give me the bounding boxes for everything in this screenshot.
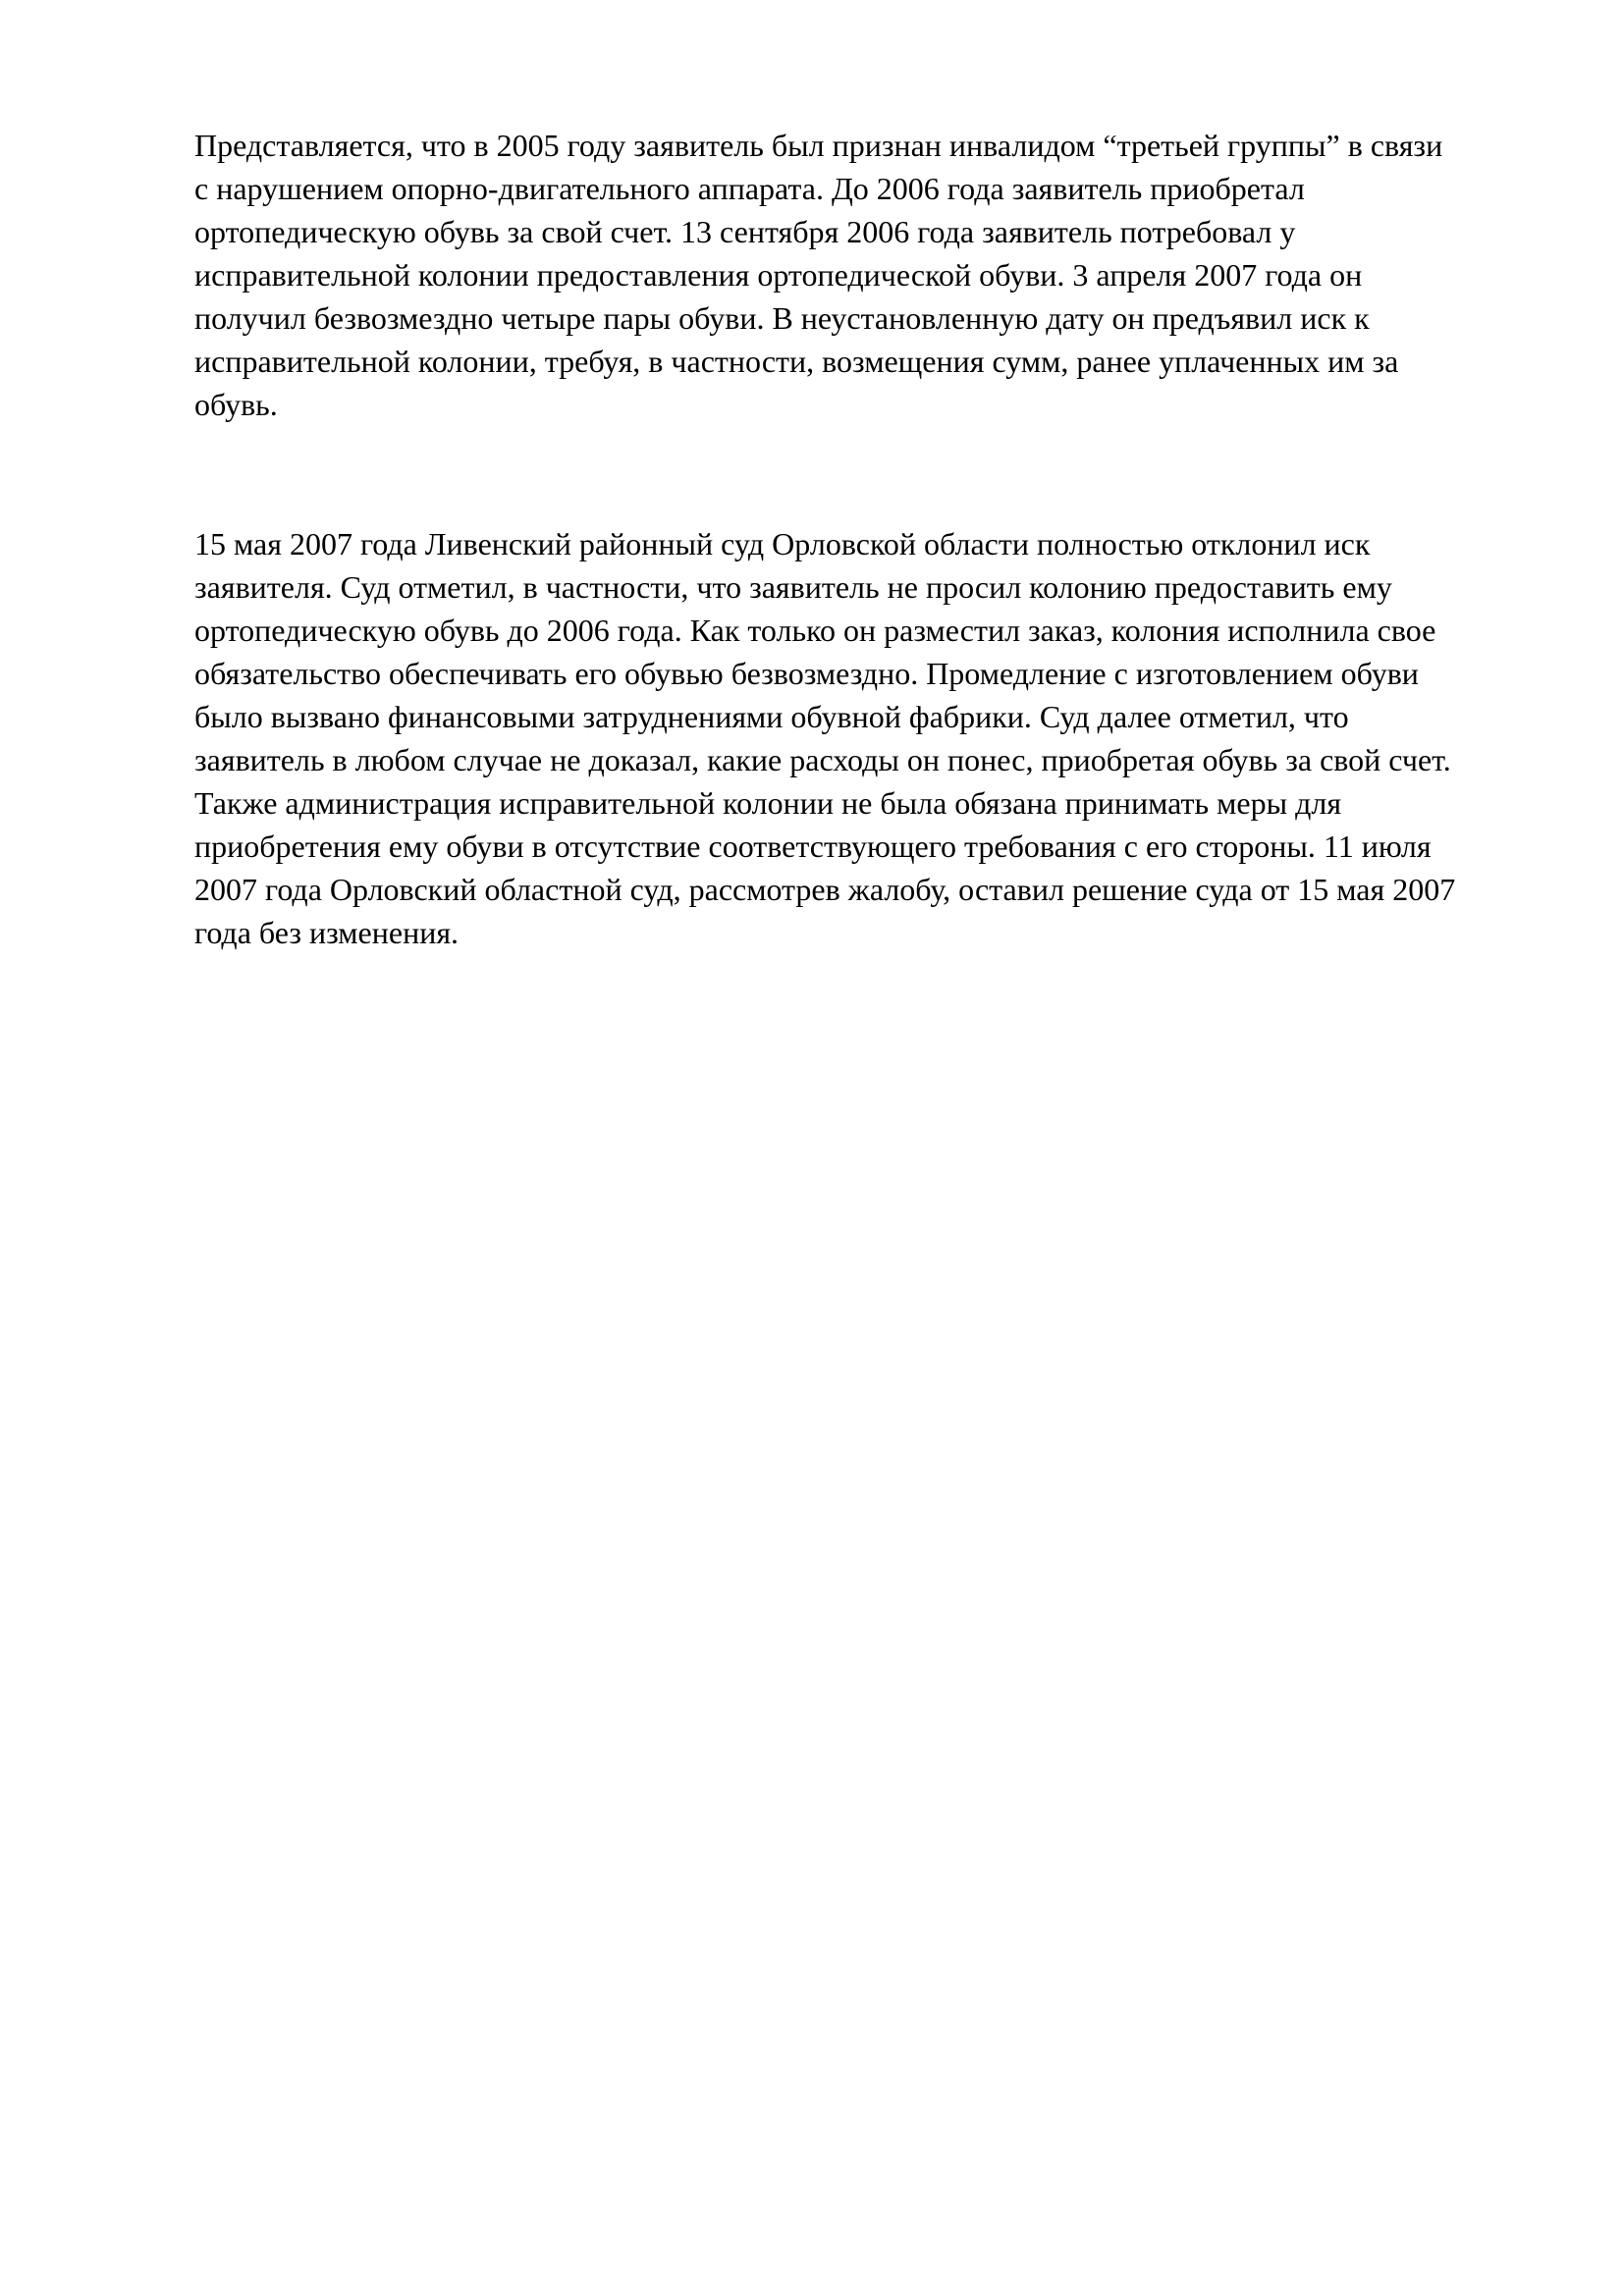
- paragraph-1: [194, 124, 1540, 426]
- paragraph-line: приобретения ему обуви в отсутствие соответствующего требования с его стороны. 11 июля: [194, 828, 1432, 864]
- paragraph-line: Также администрация исправительной колонии не была обязана принимать меры для: [194, 785, 1342, 821]
- paragraph-line: ортопедическую обувь до 2006 года. Как только он разместил заказ, колония исполнила свое: [194, 613, 1436, 648]
- paragraph-line: заявитель в любом случае не доказал, какие расходы он понес, приобретая обувь за свой счет.: [194, 742, 1451, 777]
- paragraph-line: исправительной колонии предоставления ортопедической обуви. 3 апреля 2007 года он: [194, 257, 1363, 293]
- paragraph-line: с нарушением опорно-двигательного аппарата. До 2006 года заявитель приобретал: [194, 171, 1305, 206]
- paragraph-line: было вызвано финансовыми затруднениями обувной фабрики. Суд далее отметил, что: [194, 699, 1349, 734]
- paragraph-line: заявителя. Суд отметил, в частности, что заявитель не просил колонию предоставить ему: [194, 569, 1392, 605]
- paragraph-2: [194, 522, 1540, 954]
- paragraph-line: исправительной колонии, требуя, в частности, возмещения сумм, ранее уплаченных им за: [194, 344, 1399, 379]
- paragraph-line: Представляется, что в 2005 году заявитель был признан инвалидом “третьей группы” в связи: [194, 128, 1443, 163]
- paragraph-line: 2007 года Орловский областной суд, рассмотрев жалобу, оставил решение суда от 15 мая 2007: [194, 872, 1456, 907]
- paragraph-line: 15 мая 2007 года Ливенский районный суд Орловской области полностью отклонил иск: [194, 526, 1371, 561]
- paragraph-line: ортопедическую обувь за свой счет. 13 сентября 2006 года заявитель потребовал у: [194, 214, 1296, 249]
- paragraph-line: обязательство обеспечивать его обувью безвозмездно. Промедление с изготовлением обуви: [194, 656, 1419, 691]
- paragraph-line: получил безвозмездно четыре пары обуви. В неустановленную дату он предъявил иск к: [194, 300, 1370, 336]
- paragraph-line: года без изменения.: [194, 915, 460, 950]
- paragraph-line: обувь.: [194, 387, 278, 422]
